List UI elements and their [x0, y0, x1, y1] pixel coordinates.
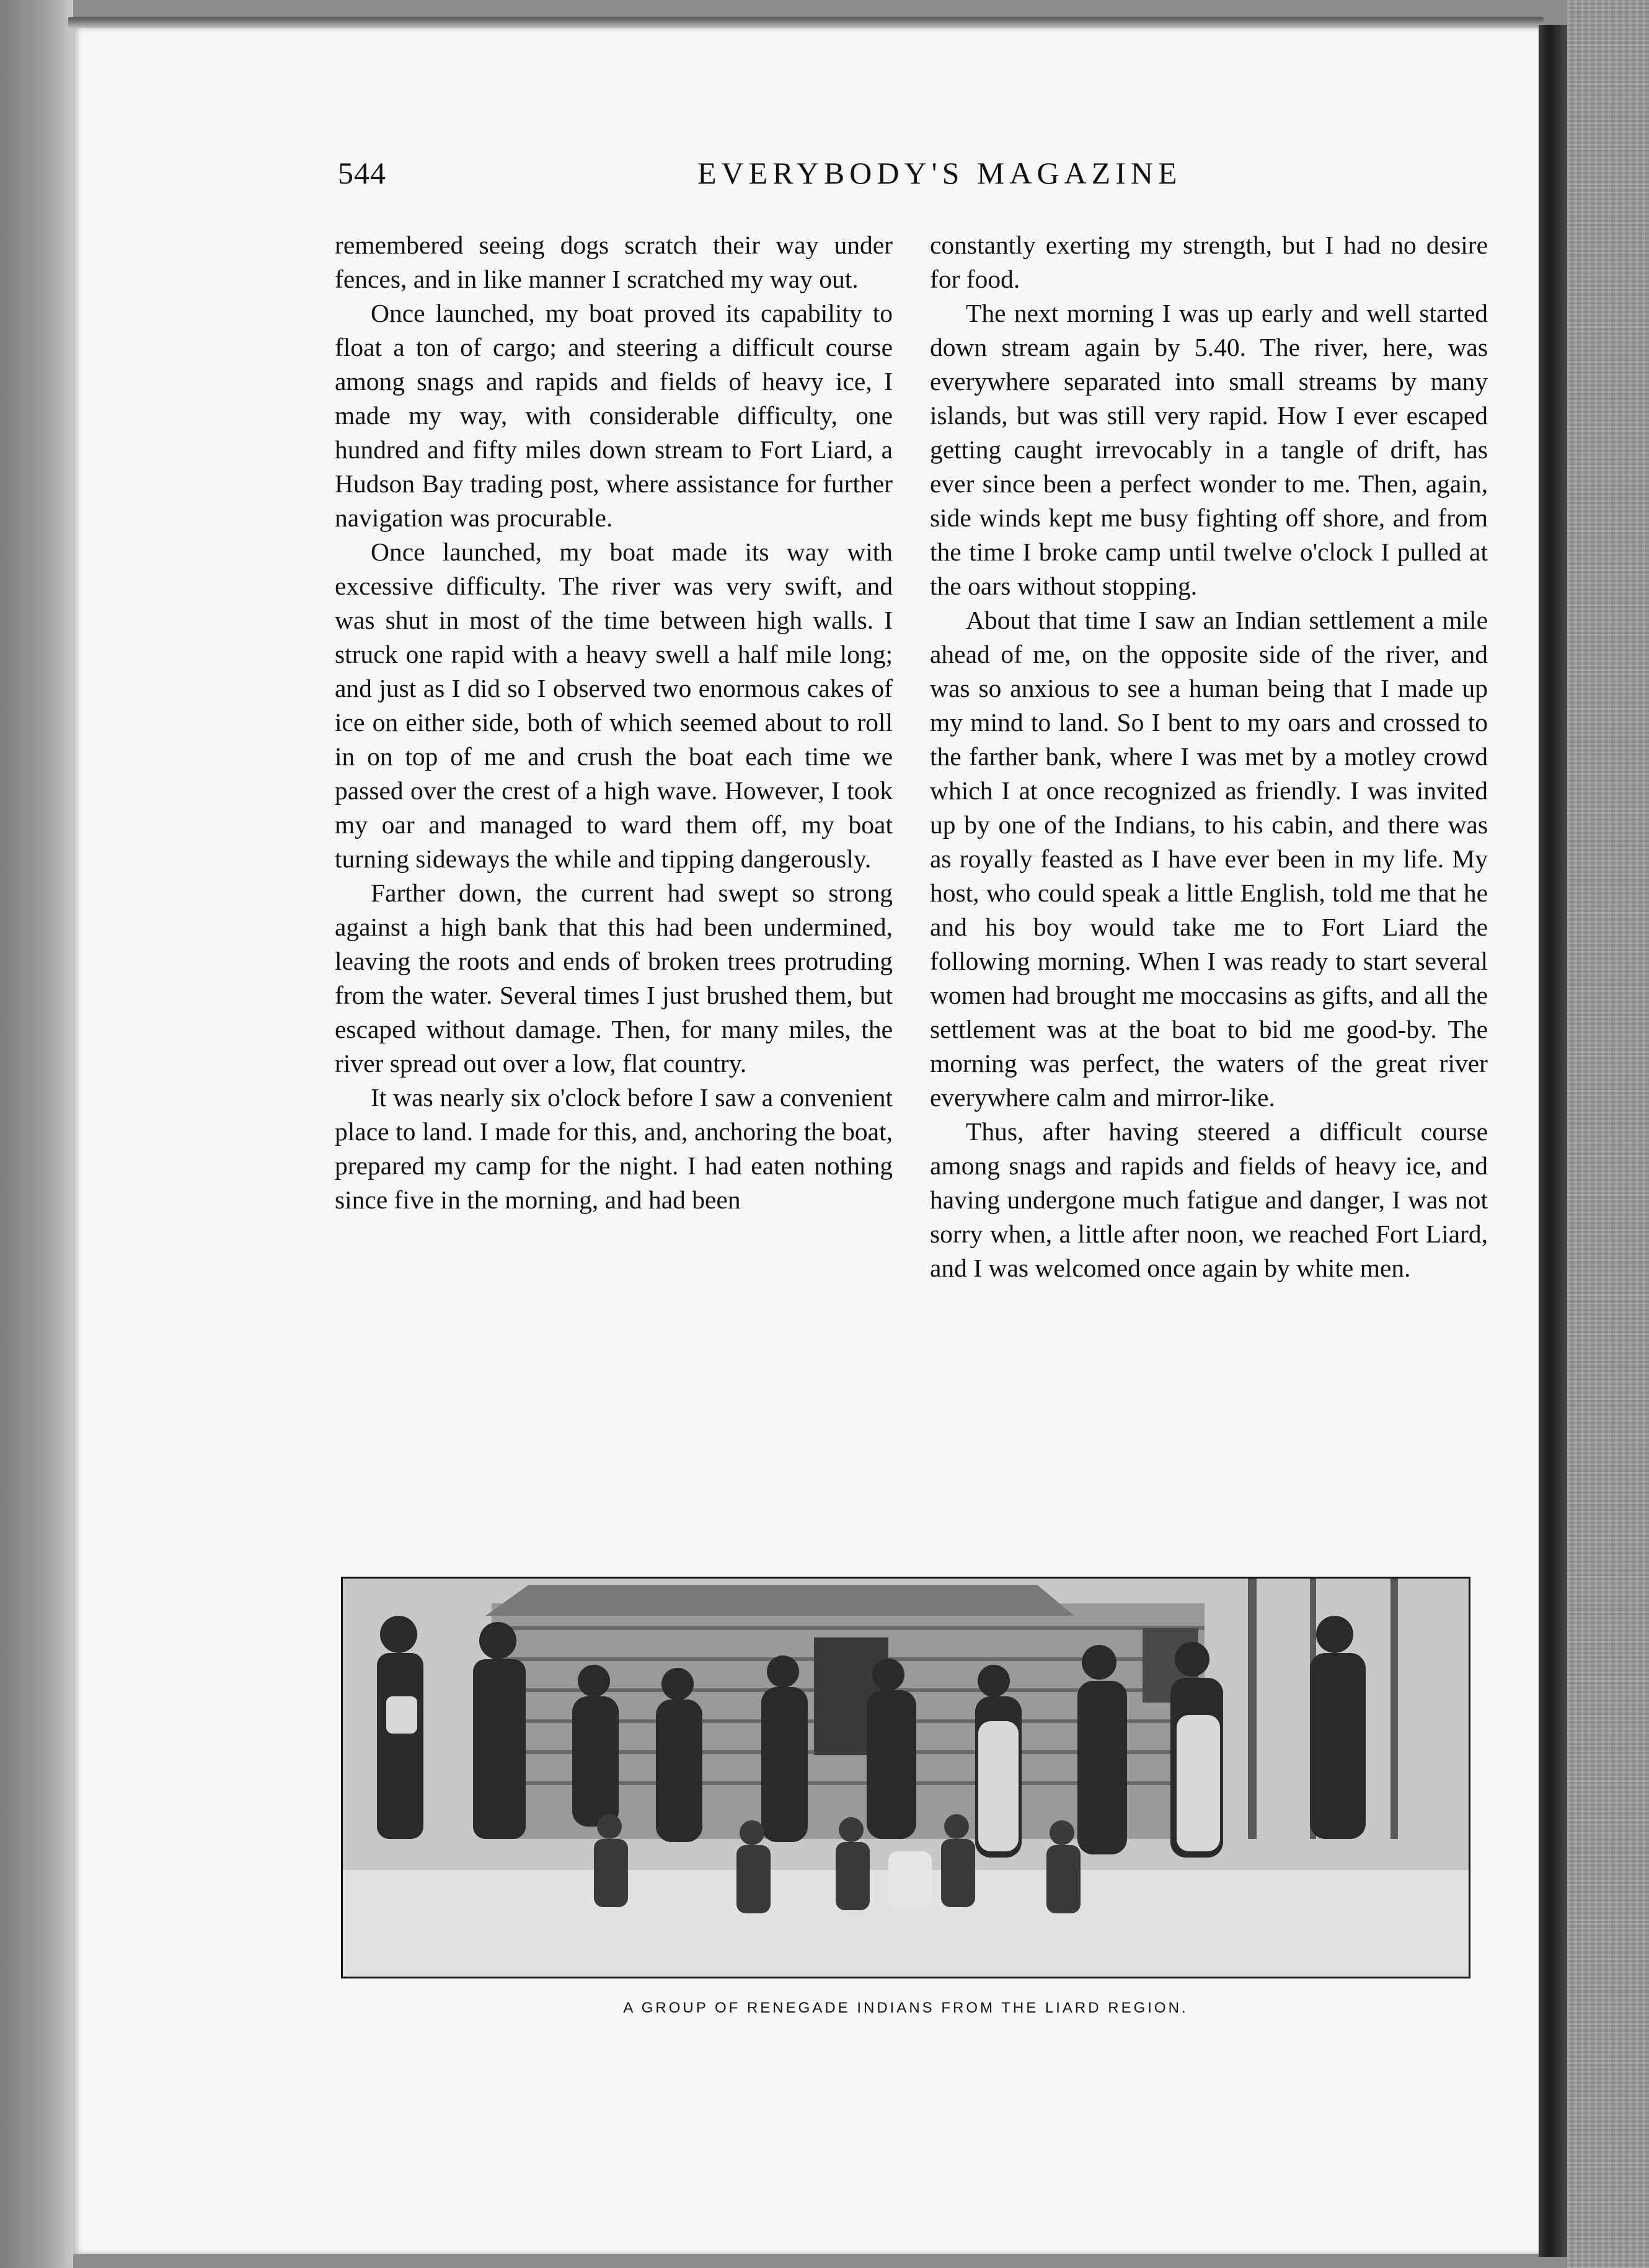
paragraph: remembered seeing dogs scratch their way under fences, and in like manner I scratched my way out. — [335, 231, 893, 293]
group-photograph — [341, 1577, 1470, 1978]
paragraph: Once launched, my boat made its way with excessive difficulty. The river was very swift, and was shut in most of the time between high walls. I struck one rapid with a heavy swell a half mile long; and just as I did so I observed two enormous cakes of ice on either side, both of which seemed about to roll in on top of me and crush the boat each time we passed over the crest of a high wave. However, I took my oar and managed to ward them off, my boat turning sideways the while and tipping dangerously. — [335, 538, 893, 873]
paragraph: Once launched, my boat proved its capability to float a ton of cargo; and steering a difficult course among snags and rapids and fields of heavy ice, I made my way, with considerable difficulty, one hundred and fifty miles down stream to Fort Liard, a Hudson Bay trading post, where assistance for further navigation was procurable. — [335, 299, 893, 532]
paragraph: Thus, after having steered a difficult course among snags and rapids and fields of heavy ice, and having undergone much fatigue and danger, I was not sorry when, a little after noon, we reached Fort Liard, and I was welcomed once again by white men. — [930, 1117, 1488, 1282]
photo-illustration — [343, 1579, 1469, 1977]
paragraph: About that time I saw an Indian settlement a mile ahead of me, on the opposite side of the river, and was so anxious to see a human being that I made up my mind to land. So I bent to my oars and crossed to the farther bank, where I was met by a motley crowd which I at once recognized as friendly. I was invited up by one of the Indians, to his cabin, and there was as royally feasted as I have ever been in my life. My host, who could speak a little English, told me that he and his boy would take me to Fort Liard the following morning. When I was ready to start several women had brought me moccasins as gifts, and all the settlement was at the boat to bid me good-by. The morning was perfect, the waters of the great river everywhere calm and mirror-like. — [930, 606, 1488, 1112]
running-head — [338, 155, 1528, 198]
photo-caption: A GROUP OF RENEGADE INDIANS FROM THE LIARD REGION. — [623, 2000, 1188, 2016]
right-column — [930, 228, 1488, 1285]
page-number: 544 — [338, 156, 386, 190]
left-column — [335, 228, 893, 1217]
magazine-title: EVERYBODY'S MAGAZINE — [697, 156, 1182, 190]
paragraph: The next morning I was up early and well started down stream again by 5.40. The river, here, was everywhere separated into small streams by many islands, but was still very rapid. How I ever escaped getting caught irrevocably in a tangle of drift, has ever since been a perfect wonder to me. Then, again, side winds kept me busy fighting off shore, and from the time I broke camp until twelve o'clock I pulled at the oars without stopping. — [930, 299, 1488, 600]
paragraph: Farther down, the current had swept so strong against a high bank that this had been undermined, leaving the roots and ends of broken trees protruding from the water. Several times I just brushed them, but escaped without damage. Then, for many miles, the river spread out over a low, flat country. — [335, 879, 893, 1078]
book-spine — [1539, 25, 1567, 2257]
scan-background-right — [1567, 0, 1649, 2268]
paragraph: It was nearly six o'clock before I saw a convenient place to land. I made for this, and, anchoring the boat, prepared my camp for the night. I had eaten nothing since five in the morning, and had been — [335, 1083, 893, 1214]
scan-background-left — [0, 0, 73, 2268]
paragraph: constantly exerting my strength, but I had no desire for food. — [930, 231, 1488, 293]
